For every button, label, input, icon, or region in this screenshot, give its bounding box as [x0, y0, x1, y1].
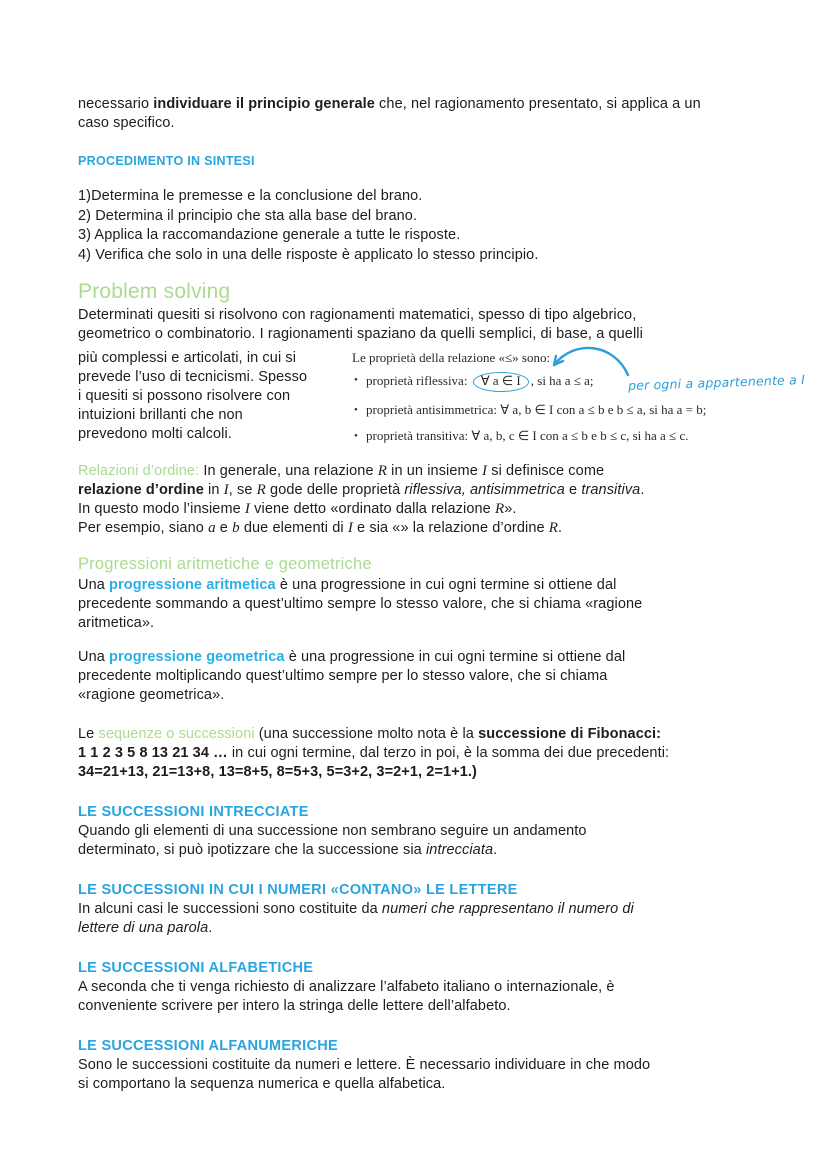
relazioni-ordine-label: Relazioni d’ordine: [78, 463, 200, 479]
step-item: 1)Determina le premesse e la conclusione del brano. [78, 188, 423, 204]
paragraph-line: A seconda che ti venga richiesto di analizzare l’alfabeto italiano o internazionale, è [78, 979, 615, 995]
paragraph-text: , se [228, 482, 257, 498]
step-item: 4) Verifica che solo in una delle risposte è applicato lo stesso principio. [78, 246, 539, 263]
procedimento-steps [78, 187, 752, 265]
fibonacci-numbers: 1 1 2 3 5 8 13 21 34 … [78, 745, 228, 761]
math-var: a [208, 520, 216, 536]
bullet-dot-icon: • [354, 374, 358, 386]
paragraph-bold-text: relazione d’ordine [78, 482, 204, 498]
property-text: proprietà antisimmetrica: ∀ a, b ∈ I con a ≤ b e b ≤ a, si ha a = b; [366, 402, 707, 417]
progressioni-heading: Progressioni aritmetiche e geometriche [78, 555, 372, 573]
property-text: proprietà transitiva: ∀ a, b, c ∈ I con a ≤ b e b ≤ c, si ha a ≤ c. [366, 428, 689, 443]
paragraph-text: in [203, 482, 224, 498]
paragraph-text: è una progressione in cui ogni termine si ottiene dal [275, 577, 617, 593]
paragraph-italic-text: lettere di una parola [78, 920, 209, 936]
paragraph-text: . [493, 842, 498, 858]
section-paragraph [78, 1056, 752, 1094]
page-content [78, 95, 806, 1094]
paragraph-line: i quesiti si possono risolvere con [78, 388, 291, 404]
problem-solving-row [78, 349, 806, 454]
paragraph-text: determinato, si può ipotizzare che la successione sia [78, 842, 426, 858]
paragraph-text: e [215, 520, 233, 536]
property-bullet-antisimmetrica [352, 402, 752, 418]
paragraph-text: in un insieme [387, 463, 483, 479]
progressione-aritmetica-paragraph [78, 576, 752, 633]
problem-solving-heading: Problem solving [78, 280, 231, 303]
property-text: , si ha a ≤ a; [530, 373, 594, 388]
intro-paragraph [78, 95, 752, 133]
bullet-dot-icon: • [354, 430, 358, 442]
highlight-progressione-aritmetica: progressione aritmetica [109, 577, 276, 593]
relazioni-ordine-paragraph [78, 462, 752, 538]
paragraph-text: e [564, 482, 582, 498]
paragraph-text: . [640, 482, 645, 498]
math-var: I [223, 482, 229, 498]
section-heading: LE SUCCESSIONI INTRECCIATE [78, 804, 309, 820]
paragraph-line: intuizioni brillanti che non [78, 407, 243, 423]
paragraph-bold-text: successione di Fibonacci: [478, 726, 662, 742]
paragraph-text: e sia «» la relazione d’ordine [352, 520, 549, 536]
paragraph-text: In questo modo l’insieme [78, 501, 245, 517]
paragraph-line: prevede l’uso di tecnicismi. Spesso [78, 369, 308, 385]
procedimento-heading: PROCEDIMENTO IN SINTESI [78, 154, 255, 168]
math-var: R [548, 520, 559, 536]
section-successioni-intrecciate [78, 804, 752, 860]
intro-text: caso specifico. [78, 115, 175, 131]
section-paragraph [78, 900, 752, 938]
paragraph-line: conveniente scrivere per intero la stringa delle lettere dell’alfabeto. [78, 998, 511, 1014]
math-var: b [232, 520, 240, 536]
paragraph-text: (una successione molto nota è la [254, 726, 479, 742]
paragraph-line: aritmetica». [78, 615, 155, 631]
sequenze-green-label: sequenze o successioni [98, 726, 255, 742]
section-successioni-numeri-lettere [78, 882, 752, 938]
annotation-arrow-icon [502, 339, 662, 389]
math-var: I [347, 520, 353, 536]
section-paragraph [78, 822, 752, 860]
section-heading: LE SUCCESSIONI ALFANUMERICHE [78, 1038, 339, 1054]
section-paragraph [78, 978, 752, 1016]
paragraph-text: Per esempio, siano [78, 520, 209, 536]
paragraph-line: Determinati quesiti si risolvono con ragionamenti matematici, spesso di tipo algebrico, [78, 307, 637, 323]
section-heading: LE SUCCESSIONI IN CUI I NUMERI «CONTANO» LE LETTERE [78, 882, 518, 898]
math-var: R [494, 501, 505, 517]
paragraph-text: viene detto «ordinato dalla relazione [250, 501, 495, 517]
progressione-geometrica-paragraph [78, 648, 752, 705]
paragraph-line: «ragione geometrica». [78, 687, 225, 703]
paragraph-text: . [558, 520, 563, 536]
paragraph-italic-text: transitiva [581, 482, 641, 498]
intro-bold-text: individuare il principio generale [153, 96, 375, 112]
paragraph-line: prevedono molti calcoli. [78, 426, 232, 442]
paragraph-text: . [208, 920, 213, 936]
math-var: I [482, 463, 488, 479]
paragraph-line: precedente sommando a quest’ultimo sempre lo stesso valore, che si chiama «ragione [78, 596, 643, 612]
textbook-intro: Le proprietà della relazione «≤» sono: [352, 350, 551, 365]
fibonacci-sums: 34=21+13, 21=13+8, 13=8+5, 8=5+3, 5=3+2, 3=2+1, 2=1+1.) [78, 764, 477, 780]
intro-text: necessario [78, 96, 154, 112]
paragraph-text: ». [504, 501, 517, 517]
math-var: R [377, 463, 388, 479]
textbook-excerpt [352, 349, 806, 454]
paragraph-line: precedente moltiplicando quest’ultimo sempre per lo stesso valore, che si chiama [78, 668, 608, 684]
paragraph-line: Sono le successioni costituite da numeri e lettere. È necessario individuare in che modo [78, 1057, 651, 1073]
handwritten-annotation: per ogni a appartenente a I [627, 371, 806, 394]
problem-solving-narrow-column [78, 349, 352, 454]
paragraph-text: Una [78, 649, 110, 665]
section-successioni-alfanumeriche [78, 1038, 752, 1094]
paragraph-text: Le [78, 726, 99, 742]
paragraph-text: In generale, una relazione [199, 463, 378, 479]
section-heading: LE SUCCESSIONI ALFABETICHE [78, 960, 314, 976]
section-successioni-alfabetiche [78, 960, 752, 1016]
paragraph-text: è una progressione in cui ogni termine si ottiene dal [284, 649, 626, 665]
paragraph-text: in cui ogni termine, dal terzo in poi, è la somma dei due precedenti: [227, 745, 670, 761]
paragraph-line: geometrico o combinatorio. I ragionamenti spaziano da quelli semplici, di base, a quelli [78, 326, 643, 342]
highlight-progressione-geometrica: progressione geometrica [109, 649, 285, 665]
paragraph-text: Una [78, 577, 110, 593]
property-label: proprietà riflessiva: [366, 373, 471, 388]
paragraph-italic-text: riflessiva, antisimmetrica [404, 482, 565, 498]
circled-formula: ∀ a ∈ I [473, 372, 529, 392]
property-bullet-transitiva [352, 428, 752, 444]
paragraph-line: si comportano la sequenza numerica e quella alfabetica. [78, 1076, 446, 1092]
paragraph-text: si definisce come [487, 463, 605, 479]
math-var: R [256, 482, 266, 498]
paragraph-text: due elementi di [239, 520, 348, 536]
step-item: 3) Applica la raccomandazione generale a tutte le risposte. [78, 227, 461, 243]
sequenze-paragraph [78, 725, 752, 782]
step-item: 2) Determina il principio che sta alla base del brano. [78, 207, 418, 224]
paragraph-italic-text: intrecciata [425, 842, 494, 858]
paragraph-line: Quando gli elementi di una successione non sembrano seguire un andamento [78, 823, 587, 839]
intro-text: che, nel ragionamento presentato, si applica a un [374, 96, 701, 112]
paragraph-text: gode delle proprietà [265, 482, 405, 498]
paragraph-line: più complessi e articolati, in cui si [78, 350, 297, 366]
paragraph-text: In alcuni casi le successioni sono costituite da [78, 901, 382, 917]
bullet-dot-icon: • [354, 404, 358, 416]
paragraph-italic-text: numeri che rappresentano il numero di [381, 901, 634, 917]
math-var: I [244, 501, 251, 517]
